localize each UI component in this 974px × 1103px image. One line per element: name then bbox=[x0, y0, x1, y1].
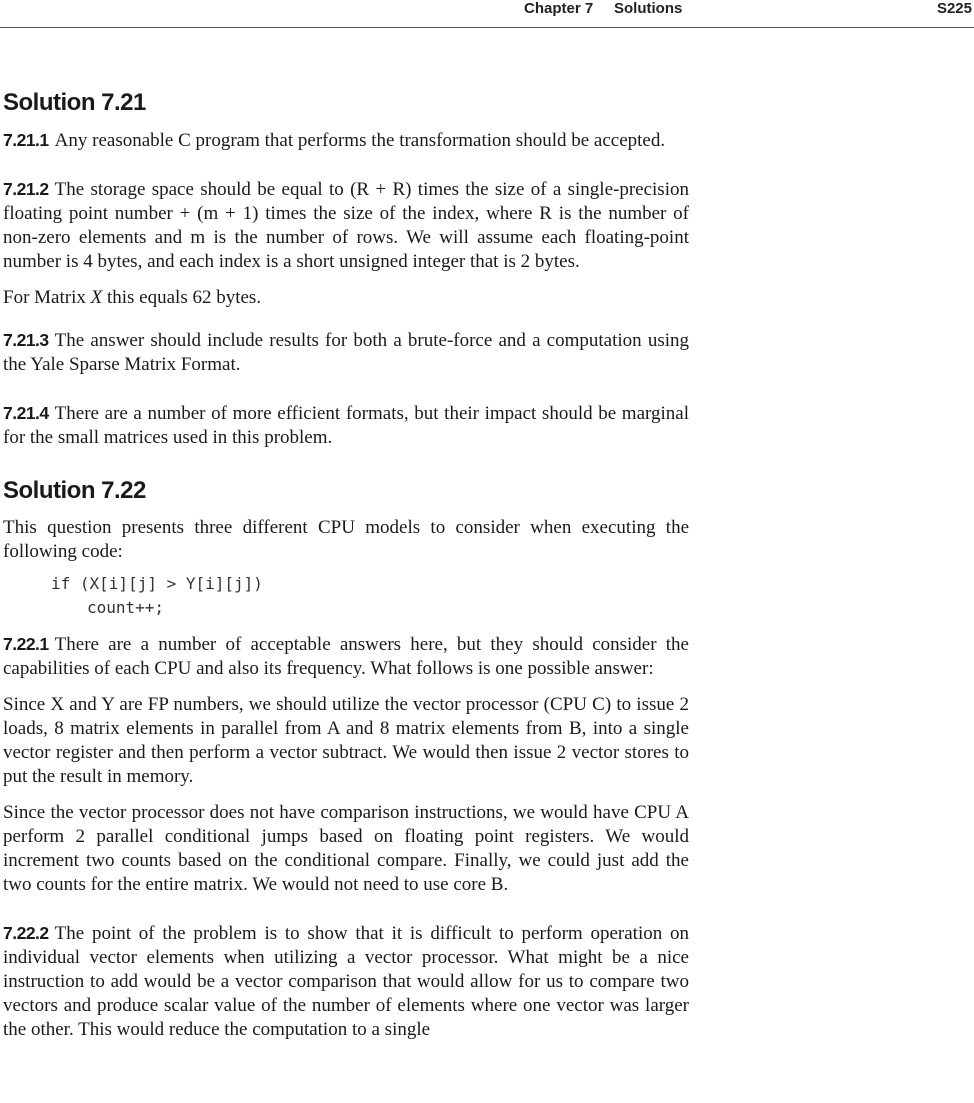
paragraph-text: For Matrix bbox=[3, 287, 91, 308]
code-line: if (X[i][j] > Y[i][j]) bbox=[51, 574, 263, 593]
header-chapter: Chapter 7 bbox=[524, 0, 594, 17]
exercise-number: 7.22.1 bbox=[3, 634, 49, 654]
running-header bbox=[0, 0, 974, 28]
code-line: count++; bbox=[87, 598, 165, 617]
paragraph-text: Any reasonable C program that performs the transformation should be accepted. bbox=[54, 130, 666, 151]
paragraph-7-22-1 bbox=[3, 632, 689, 681]
header-section: Solutions bbox=[614, 0, 683, 17]
paragraph-text: Since X and Y are FP numbers, we should utilize the vector processor (CPU C) to issue 2 loads, 8 matrix elements in parallel from A and 8 matrix elements from B, into a single vector register and then perform a vector subtract. We would then issue 2 vector stores to put the result in memory. bbox=[3, 694, 689, 787]
header-page-number: S225 bbox=[936, 0, 972, 17]
paragraph-7-22-intro bbox=[3, 516, 689, 564]
paragraph-text: Since the vector processor does not have comparison instructions, we would have CPU A perform 2 parallel conditional jumps based on floating point registers. We would increment two counts based on the conditional compare. Finally, we could just add the two counts for the entire matrix. We would not need to use core B. bbox=[3, 802, 689, 895]
paragraph-text: The point of the problem is to show that it is difficult to perform operation on individual vector elements when utilizing a vector processor. What might be a nice instruction to add would be a vector comparison that would allow for us to compare two vectors and produce scalar value of the number of elements where one vector was larger the other. This would reduce the computation to a single bbox=[3, 923, 689, 1040]
paragraph-text: The answer should include results for both a brute-force and a computation using the Yale Sparse Matrix Format. bbox=[3, 330, 689, 375]
exercise-number: 7.22.2 bbox=[3, 923, 49, 943]
paragraph-text: This question presents three different CPU models to consider when executing the following code: bbox=[3, 517, 689, 562]
paragraph-7-22-2 bbox=[3, 921, 689, 1042]
paragraph-7-21-1 bbox=[3, 128, 689, 153]
code-block bbox=[3, 572, 689, 620]
paragraph-7-21-4 bbox=[3, 401, 689, 450]
exercise-number: 7.21.1 bbox=[3, 130, 49, 150]
matrix-variable: X bbox=[90, 287, 103, 308]
solution-7-22-title: Solution 7.22 bbox=[3, 477, 146, 504]
paragraph-text: There are a number of acceptable answers here, but they should consider the capabilities of each CPU and also its frequency. What follows is one possible answer: bbox=[3, 634, 689, 679]
exercise-number: 7.21.4 bbox=[3, 403, 49, 423]
paragraph-7-21-3 bbox=[3, 328, 689, 377]
exercise-number: 7.21.3 bbox=[3, 330, 49, 350]
paragraph-7-22-1-b bbox=[3, 693, 689, 789]
paragraph-7-21-2 bbox=[3, 177, 689, 274]
paragraph-text: The storage space should be equal to (R + R) times the size of a single-precision floating point number + (m + 1) times the size of the index, where R is the number of non-zero elements and m is the number of rows. We will assume each floating-point number is 4 bytes, and each index is a short unsigned integer that is 2 bytes. bbox=[3, 179, 689, 272]
paragraph-matrix-x bbox=[3, 286, 689, 310]
paragraph-7-22-1-c bbox=[3, 801, 689, 897]
paragraph-text: this equals 62 bytes. bbox=[102, 287, 262, 308]
solution-7-21-title: Solution 7.21 bbox=[3, 89, 146, 116]
page-body bbox=[3, 88, 689, 1042]
paragraph-text: There are a number of more efficient formats, but their impact should be marginal for the small matrices used in this problem. bbox=[3, 403, 689, 448]
exercise-number: 7.21.2 bbox=[3, 179, 49, 199]
